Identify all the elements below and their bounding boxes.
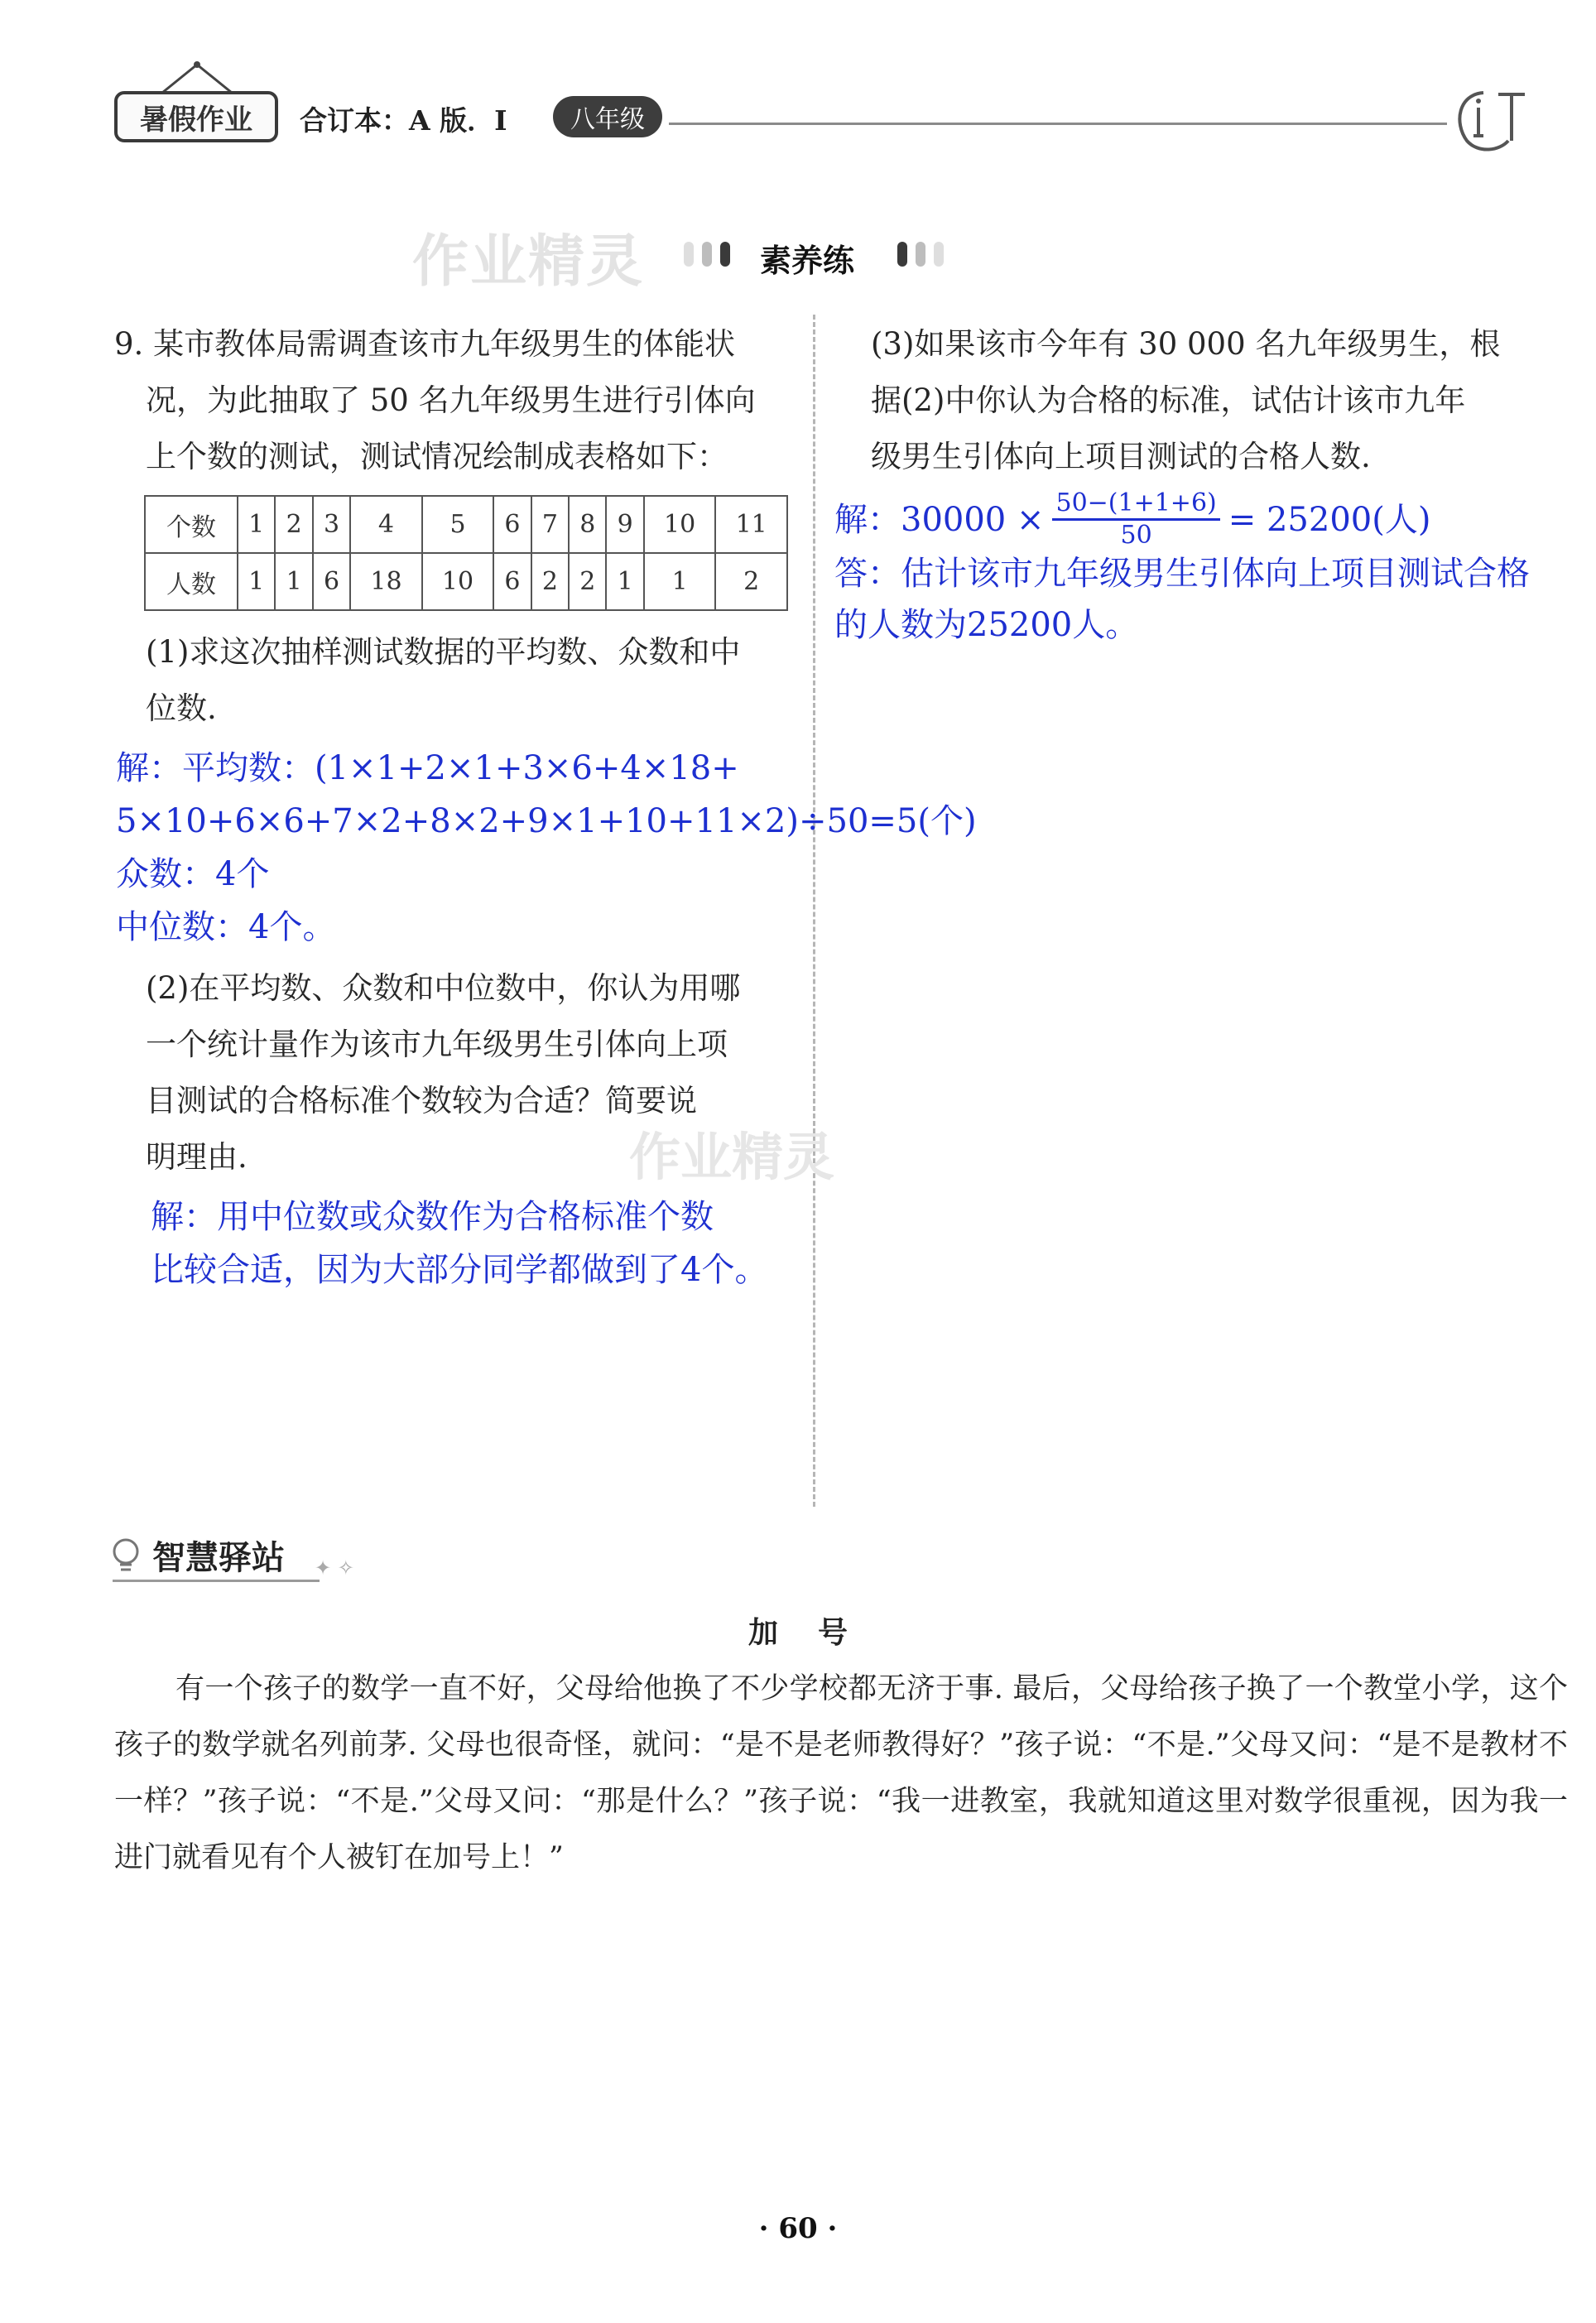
fraction-denominator: 50 [1120,521,1152,550]
table-cell: 18 [350,553,422,610]
part3-line: 级男生引体向上项目测试的合格人数. [871,439,1371,474]
corner-logo-icon [1450,83,1530,157]
table-cell: 2 [275,496,312,553]
part2-line: 明理由. [146,1139,248,1175]
fraction [1052,488,1219,551]
answer2-line: 比较合适，因为大部分同学都做到了4个。 [151,1251,768,1289]
answer3-formula [834,488,1579,551]
table-cell: 3 [313,496,350,553]
fraction-numerator: 50−(1+1+6) [1052,488,1219,521]
question-stem [114,316,801,485]
formula-suffix: = 25200(人) [1228,500,1431,539]
brand-badge: 暑假作业 [114,91,278,142]
table-header-cell: 人数 [145,553,238,610]
watermark-text: 作业精灵 [629,1127,835,1187]
table-cell: 1 [238,496,275,553]
answer1-line: 众数：4个 [116,855,270,893]
answer3-conclusion [834,548,1579,651]
pullup-data-table [144,495,788,611]
table-header-cell: 个数 [145,496,238,553]
part1-question [146,624,808,737]
story-title: 加号 [748,1615,887,1650]
table-cell: 2 [569,553,606,610]
header-rule [669,123,1447,125]
stem-line: 上个数的测试，测试情况绘制成表格如下： [146,439,728,474]
lightbulb-icon [108,1537,146,1578]
answer1-line: 解：平均数：(1×1+2×1+3×6+4×18+ [116,749,739,787]
table-cell: 6 [493,553,531,610]
grade-badge: 八年级 [553,96,662,137]
table-cell: 1 [606,553,643,610]
title-deco-right [897,242,944,267]
conclusion-line: 的人数为25200人。 [834,606,1139,644]
answer2 [151,1190,829,1296]
table-cell: 11 [715,496,787,553]
table-cell: 1 [275,553,312,610]
table-cell: 2 [531,553,569,610]
part3-line: (3)如果该市今年有 30 000 名九年级男生，根 [871,326,1501,362]
wisdom-title: 智慧驿站 [152,1539,285,1577]
part3-line: 据(2)中你认为合格的标准，试估计该市九年 [871,382,1466,418]
table-row-people [145,553,787,610]
wisdom-rule [113,1580,320,1582]
stem-line: 9. 某市教体局需调查该市九年级男生的体能状 [114,326,736,362]
formula-prefix: 解：30000 × [834,500,1045,539]
table-cell: 6 [313,553,350,610]
table-cell: 9 [606,496,643,553]
answer1-line: 5×10+6×6+7×2+8×2+9×1+10+11×2)÷50=5(个) [116,802,977,840]
watermark-text: 作业精灵 [412,229,645,295]
table-cell: 8 [569,496,606,553]
section-title: 素养练 [760,243,855,279]
part1-line: 位数. [146,690,217,726]
table-cell: 10 [644,496,716,553]
table-cell: 1 [238,553,275,610]
table-cell: 1 [644,553,716,610]
part3-question [871,316,1566,485]
story-body: 有一个孩子的数学一直不好，父母给他换了不少学校都无济于事. 最后，父母给孩子换了一个教堂小学，这个孩子的数学就名列前茅. 父母也很奇怪，就问：“是不是老师教得好？”孩子说：“不是.”父母又问：“是不是教材不一样？”孩子说：“不是.”父母又问：“那是什么？”孩子说：“我一进教室，我就知道这里对数学很重视，因为我一进门就看见有个人被钉在加号上！” [114,1672,1568,1874]
edition-label: 合订本：A 版．I [300,104,507,137]
table-cell: 4 [350,496,422,553]
star-icon: ✦ ✧ [315,1556,354,1580]
table-cell: 7 [531,496,569,553]
table-cell: 10 [422,553,494,610]
title-deco-left [684,242,730,267]
table-cell: 5 [422,496,494,553]
page-number: · 60 · [758,2212,838,2245]
part2-line: 一个统计量作为该市九年级男生引体向上项 [146,1027,728,1062]
part2-line: 目测试的合格标准个数较为合适？简要说 [146,1083,697,1118]
table-cell: 2 [715,553,787,610]
part1-line: (1)求这次抽样测试数据的平均数、众数和中 [146,634,741,670]
answer1 [116,742,977,954]
stem-line: 况，为此抽取了 50 名九年级男生进行引体向 [146,382,756,418]
answer1-line: 中位数：4个。 [116,908,336,946]
conclusion-line: 答：估计该市九年级男生引体向上项目测试合格 [834,555,1530,593]
answer2-line: 解：用中位数或众数作为合格标准个数 [151,1198,714,1236]
table-cell: 6 [493,496,531,553]
table-row-counts [145,496,787,553]
part2-line: (2)在平均数、众数和中位数中，你认为用哪 [146,970,741,1006]
